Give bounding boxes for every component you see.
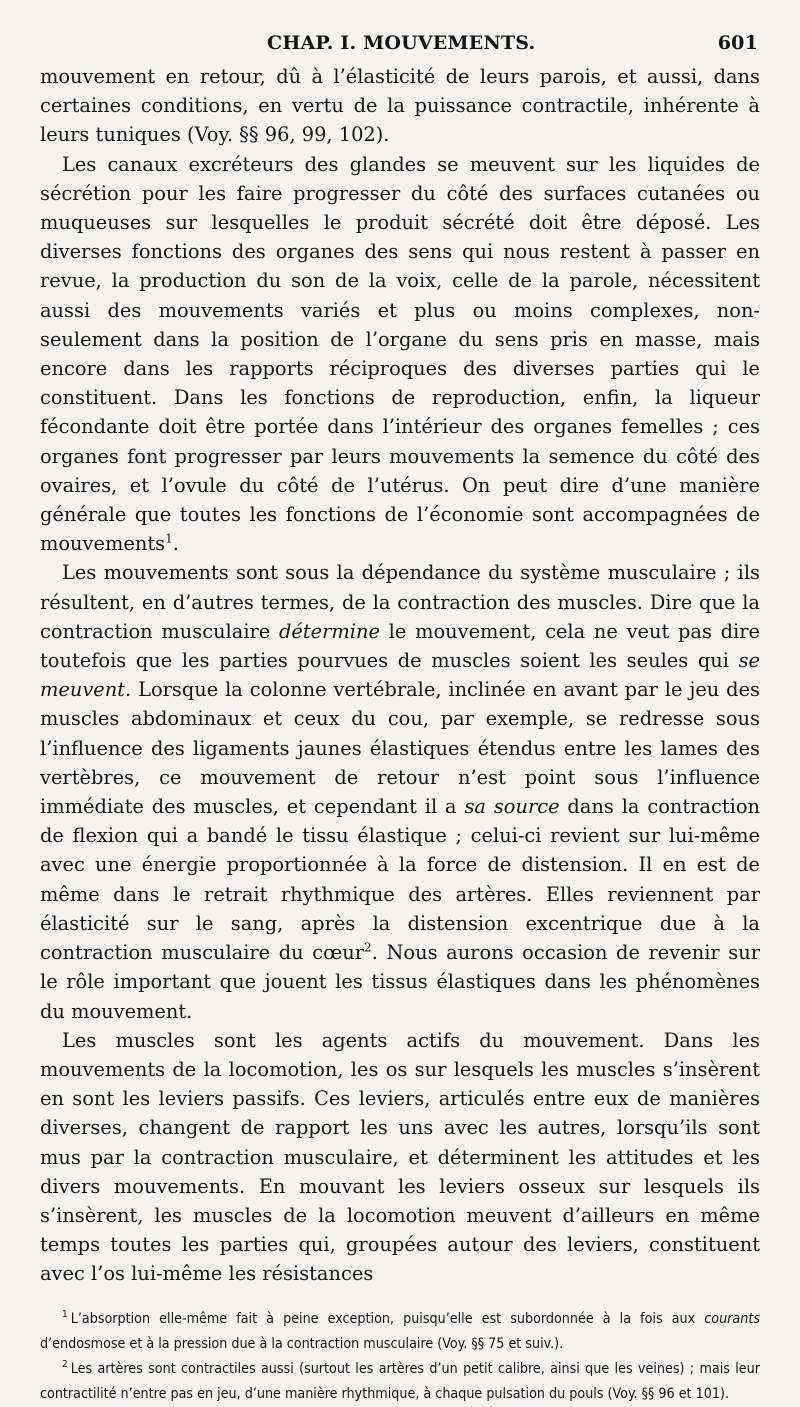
paragraph-text: le mouvement, cela ne veut pas dire toutefois que les parties pourvues de muscles soient les seules qui [40,619,760,673]
footnote-mark: 1 [62,1308,68,1320]
paragraph [40,558,760,1025]
chapter-title: CHAP. I. MOUVEMENTS. [267,32,536,54]
footnote-reference[interactable]: 1 [165,531,173,546]
footnote-text: d’endosmose et à la pression due à la contraction musculaire (Voy. §§ 75 et suiv.). [40,1335,564,1352]
footnote-text: Les artères sont contractiles aussi (surtout les artères d’un petit calibre, ainsi que les veines) ; mais leur contractilité n’entre pas en jeu, d’une manière rhythmique, à chaque pulsation du pouls (Voy. §§ 96 et 101). [40,1360,760,1402]
paragraph-text: Les mouvements sont sous la dépendance du système musculaire ; ils résultent, en d’autres termes, de la contraction des muscles. Dire que la contraction musculaire [40,561,760,643]
paragraph-text: Les canaux excréteurs des glandes se meuvent sur les liquides de sécrétion pour les faire progresser du côté des surfaces cutanées ou muqueuses sur lesquelles le produit sécrété doit être déposé. Les diverses fonctions des organes des sens qui nous restent à passer en revue, la production du son de la voix, celle de la parole, nécessitent aussi des mouvements variés et plus ou moins complexes, non-seulement dans la position de l’organe du sens pris en masse, mais encore dans les rapports réciproques des diverses parties qui le constituent. Dans les fonctions de reproduction, enfin, la liqueur fécondante doit être portée dans l’intérieur des organes femelles ; ces organes font progresser par leurs mouvements la semence du côté des ovaires, et l’ovule du côté de l’utérus. On peut dire d’une manière générale que toutes les fonctions de l’économie sont accompagnées de mouvements [40,152,760,556]
paragraph-text: mouvement en retour, dû à l’élasticité de leurs parois, et aussi, dans certaines conditions, en vertu de la puissance contractile, inhérente à leurs tuniques (Voy. §§ 96, 99, 102). [40,65,760,147]
footnote-mark: 2 [62,1358,68,1370]
paragraph-text: dans la contraction de flexion qui a bandé le tissu élastique ; celui-ci revient sur lui-même avec une énergie proportionnée à la force de distension. Il en est de même dans le retrait rhythmique des artères. Elles reviennent par élasticité sur le sang, après la distension excentrique due à la contraction musculaire du cœur [40,795,760,965]
footnotes [40,1307,760,1407]
italic-term: sa source [464,795,560,819]
footnote-text: L’absorption elle-même fait à peine exception, puisqu’elle est subordonnée à la fois aux [70,1310,705,1327]
footnote [40,1307,760,1357]
running-header [40,30,760,62]
paragraph-text: Lorsque la colonne vertébrale, inclinée en avant par le jeu des muscles abdominaux et ceux du cou, par exemple, se redresse sous l’influence des ligaments jaunes élastiques étendus entre les lames des vertèbres, ce mouvement de retour n’est point sous l’influence immédiate des muscles, et cependant il a [40,678,760,819]
footnote [40,1357,760,1407]
paragraph [40,1026,760,1289]
page-number: 601 [717,32,758,54]
italic-term: détermine [278,619,380,643]
italic-term: se meuvent. [40,649,760,702]
paragraph-text: . [172,532,179,556]
footnote-separator [40,1289,760,1307]
main-text [40,62,760,1289]
paragraph-text: . Nous aurons occasion de revenir sur le rôle important que jouent les tissus élastiques dans les phénomènes du mouvement. [40,941,760,1023]
paragraph-text: Les muscles sont les agents actifs du mouvement. Dans les mouvements de la locomotion, les os sur lesquels les muscles s’insèrent en sont les leviers passifs. Ces leviers, articulés entre eux de manières diverses, changent de rapport les uns avec les autres, lorsqu’ils sont mus par la contraction musculaire, et déterminent les attitudes et les divers mouvements. En mouvant les leviers osseux sur lesquels ils s’insèrent, les muscles de la locomotion meuvent d’ailleurs en même temps toutes les parties qui, groupées autour des leviers, constituent avec l’os lui-même les résistances [40,1028,760,1286]
paragraph-continuation [40,62,760,150]
italic-term: courants [704,1310,760,1327]
paragraph [40,150,760,559]
footnote-reference[interactable]: 2 [364,940,372,955]
